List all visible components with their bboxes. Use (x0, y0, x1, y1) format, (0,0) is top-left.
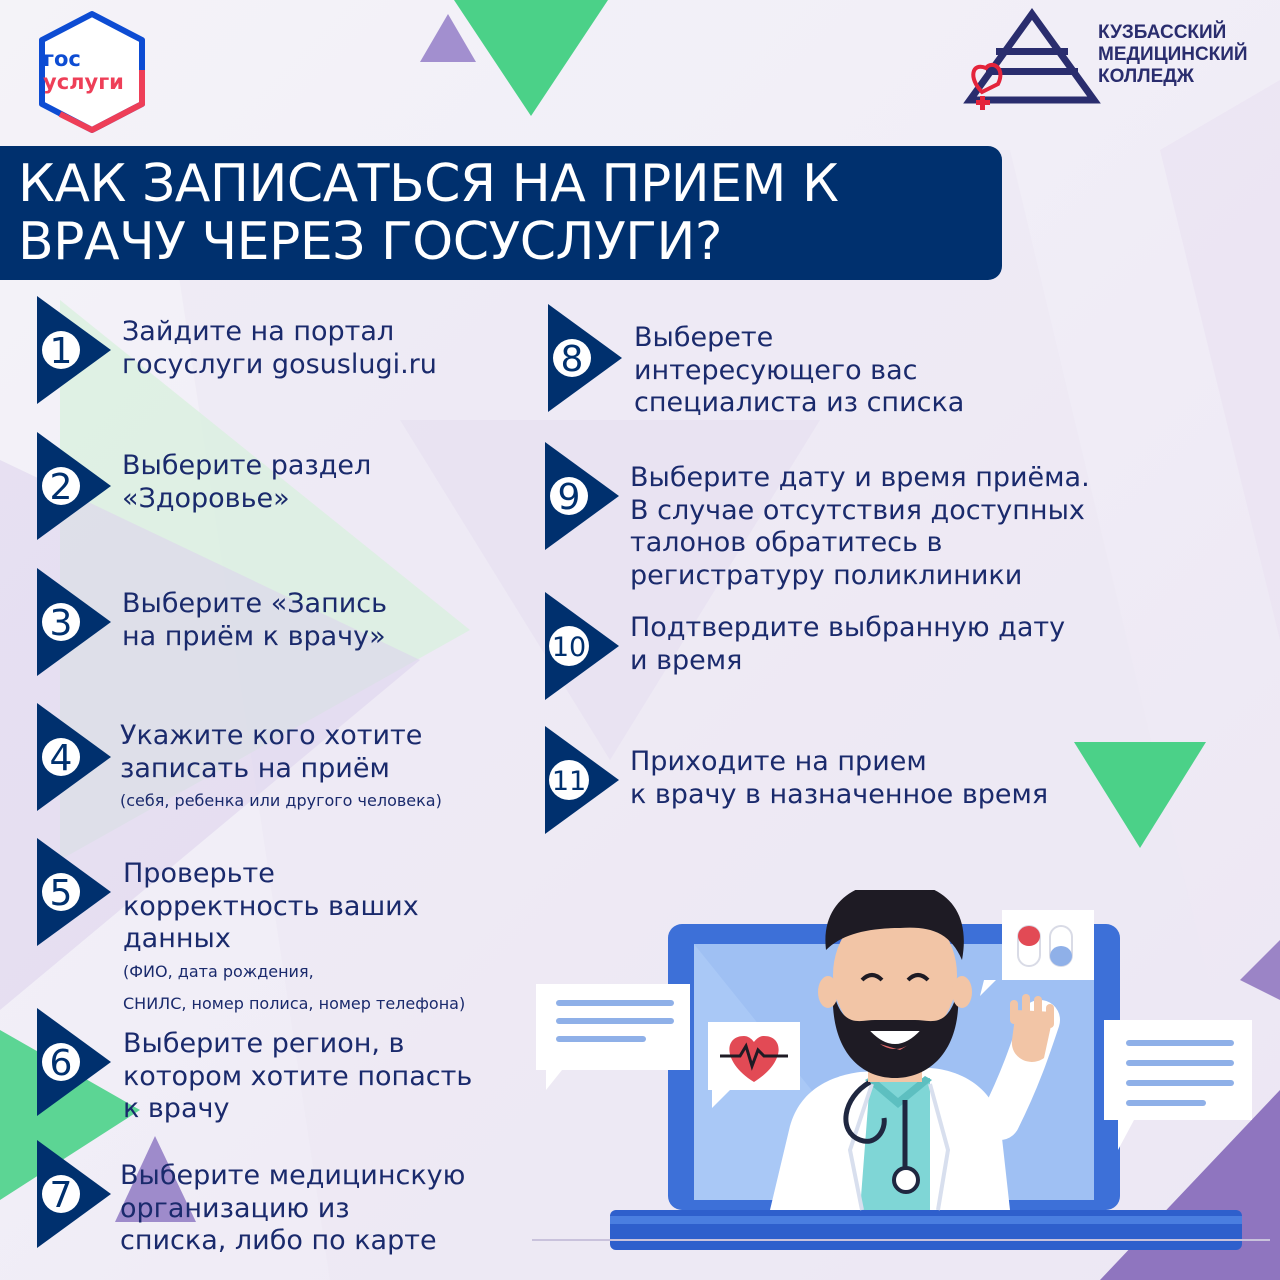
step-9-line-3: талонов обратитесь в (630, 527, 943, 558)
chat-bubble-icon-left (536, 984, 690, 1090)
step-8-line-2: интересующего вас (634, 354, 918, 386)
svg-text:8: 8 (560, 339, 584, 380)
chat-bubble-icon-right (1104, 1020, 1252, 1150)
step-8-line-1: Выберете (634, 322, 774, 353)
step-5-line-1: Проверьте (123, 858, 275, 889)
page-title-line2: ВРАЧУ ЧЕРЕЗ ГОСУСЛУГИ? (18, 212, 722, 272)
step-9-badge-icon (545, 442, 619, 550)
step-5-badge-icon (37, 838, 111, 946)
step-9-line-4: регистратуру поликлиники (630, 559, 1023, 591)
step-8-badge-icon (548, 304, 622, 412)
step-8-line-3: специалиста из списка (634, 387, 965, 418)
svg-text:11: 11 (551, 766, 587, 797)
step-11-line-1: Приходите на прием (630, 746, 927, 777)
step-2-line-2: «Здоровье» (122, 482, 290, 514)
step-9-line-1: Выберите дату и время приёма. (630, 462, 1090, 493)
step-10-line-1: Подтвердите выбранную дату (630, 612, 1066, 643)
college-name-line1: КУЗБАССКИЙ (1098, 22, 1227, 43)
step-1-line-2: госуслуги gosuslugi.ru (122, 348, 437, 380)
college-name-line3: КОЛЛЕДЖ (1098, 66, 1194, 87)
step-10-badge-icon (545, 592, 619, 700)
step-2-text (122, 450, 371, 515)
step-3-text (122, 588, 387, 653)
step-5-note-2: СНИЛС, номер полиса, номер телефона) (123, 993, 466, 1013)
step-10-text (630, 612, 1065, 677)
title-banner (0, 146, 1002, 280)
step-5-text (123, 858, 465, 1020)
svg-text:3: 3 (49, 603, 73, 644)
svg-text:7: 7 (49, 1175, 73, 1216)
step-1-text (122, 316, 437, 381)
gosuslugi-logo-text-bottom: услуги (43, 70, 124, 94)
step-10-line-2: и время (630, 644, 743, 676)
step-7-badge-icon (37, 1140, 111, 1248)
step-11-text (630, 746, 1048, 811)
step-2-badge-icon (37, 432, 111, 540)
svg-text:2: 2 (49, 467, 73, 508)
step-4-text (120, 720, 442, 817)
step-9-line-2: В случае отсутствия доступных (630, 494, 1085, 526)
step-7-line-2: организацию из (120, 1192, 350, 1224)
step-4-line-1: Укажите кого хотите (120, 720, 423, 751)
college-name (1098, 22, 1278, 88)
svg-text:10: 10 (551, 632, 587, 663)
step-2-line-1: Выберите раздел (122, 450, 372, 481)
step-3-badge-icon (37, 568, 111, 676)
step-11-line-2: к врачу в назначенное время (630, 778, 1049, 810)
step-5-note-1: (ФИО, дата рождения, (123, 961, 314, 981)
step-5-line-3: данных (123, 923, 231, 954)
step-11-badge-icon (545, 726, 619, 834)
college-logo-icon (962, 8, 1102, 128)
step-1-line-1: Зайдите на портал (122, 316, 395, 347)
step-4-line-2: записать на приём (120, 752, 390, 784)
doctor-illustration (520, 890, 1280, 1280)
svg-text:5: 5 (49, 873, 73, 914)
step-8-text (634, 322, 964, 420)
college-name-line2: МЕДИЦИНСКИЙ (1098, 44, 1248, 65)
step-7-line-1: Выберите медицинскую (120, 1160, 466, 1191)
step-1-badge-icon (37, 296, 111, 404)
step-3-line-1: Выберите «Запись (122, 588, 388, 619)
step-5-line-2: корректность ваших (123, 890, 419, 922)
step-4-note: (себя, ребенка или другого человека) (120, 791, 442, 810)
step-9-text (630, 462, 1090, 592)
step-6-line-3: к врачу (123, 1093, 230, 1124)
step-7-text (120, 1160, 465, 1258)
step-6-line-1: Выберите регион, в (123, 1028, 405, 1059)
step-6-line-2: котором хотите попасть (123, 1060, 473, 1092)
step-6-text (123, 1028, 472, 1126)
svg-text:9: 9 (557, 477, 581, 518)
step-7-line-3: списка, либо по карте (120, 1225, 437, 1256)
svg-text:6: 6 (49, 1043, 73, 1084)
step-3-line-2: на приём к врачу» (122, 620, 386, 652)
svg-text:1: 1 (49, 331, 73, 372)
step-4-badge-icon (37, 703, 111, 811)
page-title-line1: КАК ЗАПИСАТЬСЯ НА ПРИЕМ К (18, 154, 839, 214)
gosuslugi-logo-text-top: гос (43, 47, 81, 71)
svg-text:4: 4 (49, 738, 73, 779)
step-6-badge-icon (37, 1008, 111, 1116)
